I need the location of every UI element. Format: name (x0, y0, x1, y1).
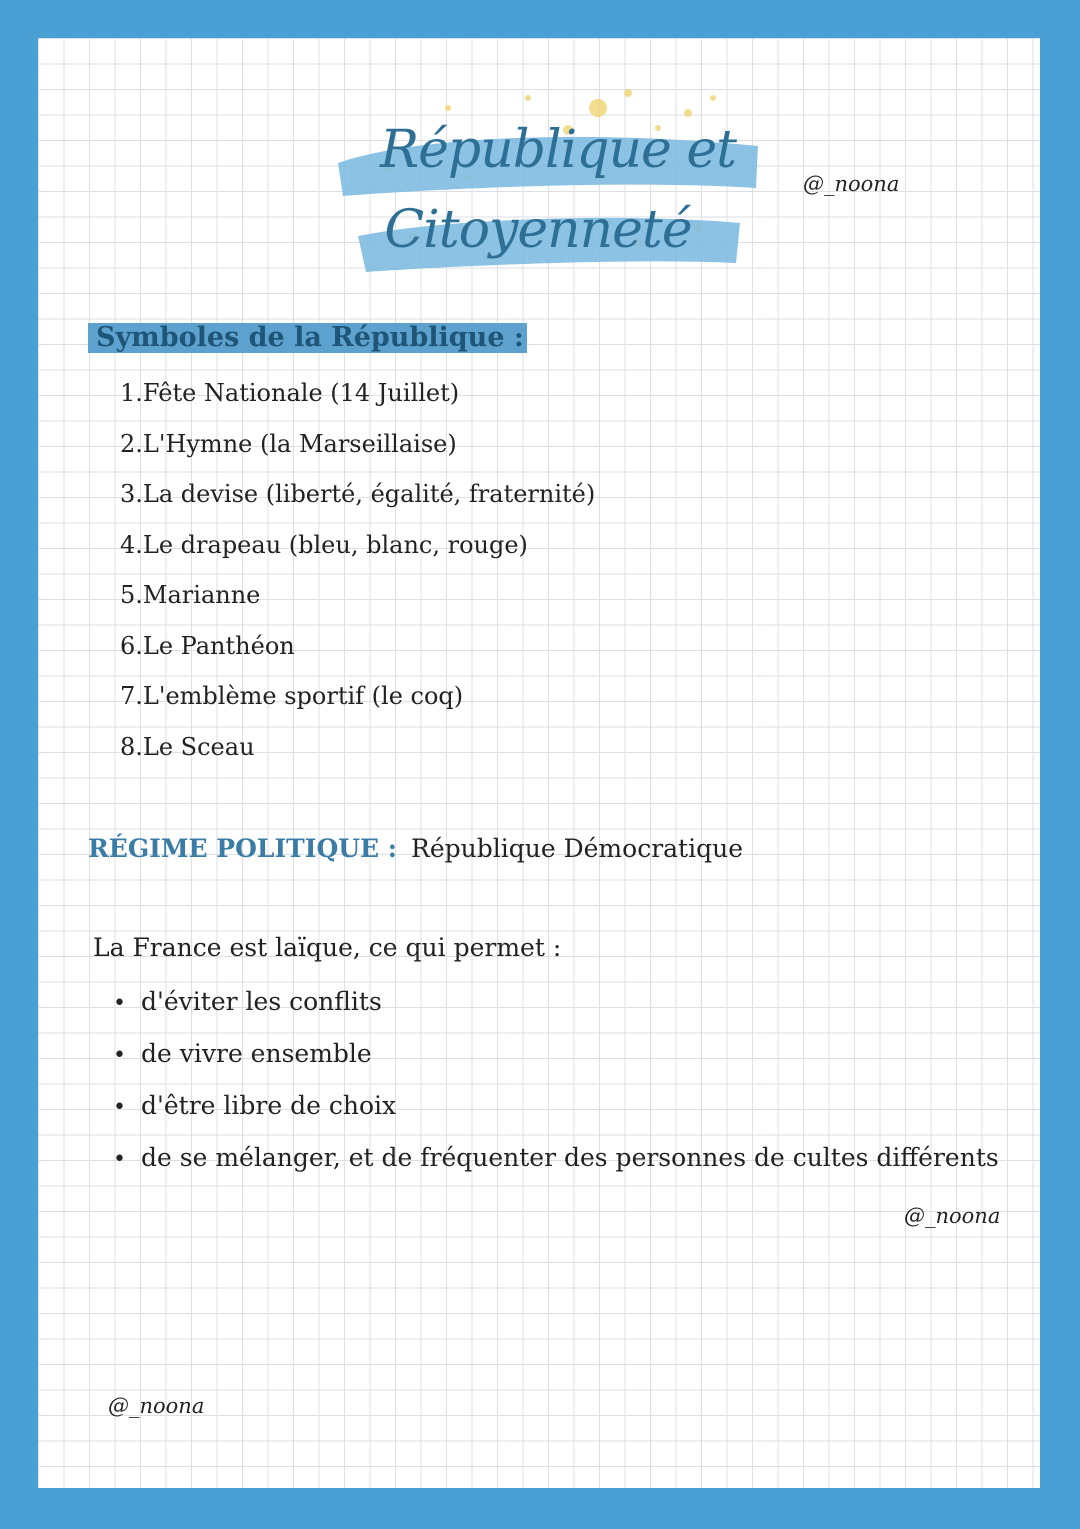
title-line-2: Citoyenneté (384, 200, 692, 260)
list-item: 5.Marianne (120, 581, 261, 609)
list-item: 8.Le Sceau (120, 732, 255, 761)
list-item: 4.Le drapeau (bleu, blanc, rouge) (120, 530, 528, 559)
regime-label: RÉGIME POLITIQUE : (88, 834, 398, 863)
list-item: 6.Le Panthéon (120, 631, 295, 660)
list-item: 2.L'Hymne (la Marseillaise) (120, 429, 457, 458)
title-block (328, 68, 768, 308)
list-item: 1.Fête Nationale (14 Juillet) (120, 379, 460, 407)
bullet-icon: • (113, 1147, 126, 1172)
regime-value: République Démocratique (411, 834, 743, 863)
list-item: • de vivre ensemble (113, 1034, 999, 1086)
regime-politique (88, 834, 743, 863)
bullet-icon: • (113, 1043, 126, 1068)
bullet-icon: • (113, 1095, 126, 1120)
watermark-handle-top: @_noona (803, 172, 900, 196)
bullet-icon: • (113, 991, 126, 1016)
symbols-heading: Symboles de la République : (88, 323, 527, 353)
brush-stroke-decoration (328, 68, 768, 308)
watermark-handle-bottom: @_noona (108, 1394, 205, 1418)
laicite-intro: La France est laïque, ce qui permet : (93, 933, 562, 962)
list-item: • de se mélanger, et de fréquenter des personnes de cultes différents (113, 1138, 999, 1190)
list-item: 3.La devise (liberté, égalité, fraternité) (120, 480, 596, 508)
list-item: 7.L'emblème sportif (le coq) (120, 682, 464, 710)
list-item: • d'éviter les conflits (113, 982, 999, 1034)
list-item: • d'être libre de choix (113, 1086, 999, 1138)
symbols-list (120, 375, 595, 779)
laicite-list (113, 982, 999, 1190)
watermark-handle-middle: @_noona (904, 1204, 1001, 1228)
title-line-1: République et (379, 120, 736, 180)
notebook-page (38, 38, 1040, 1488)
